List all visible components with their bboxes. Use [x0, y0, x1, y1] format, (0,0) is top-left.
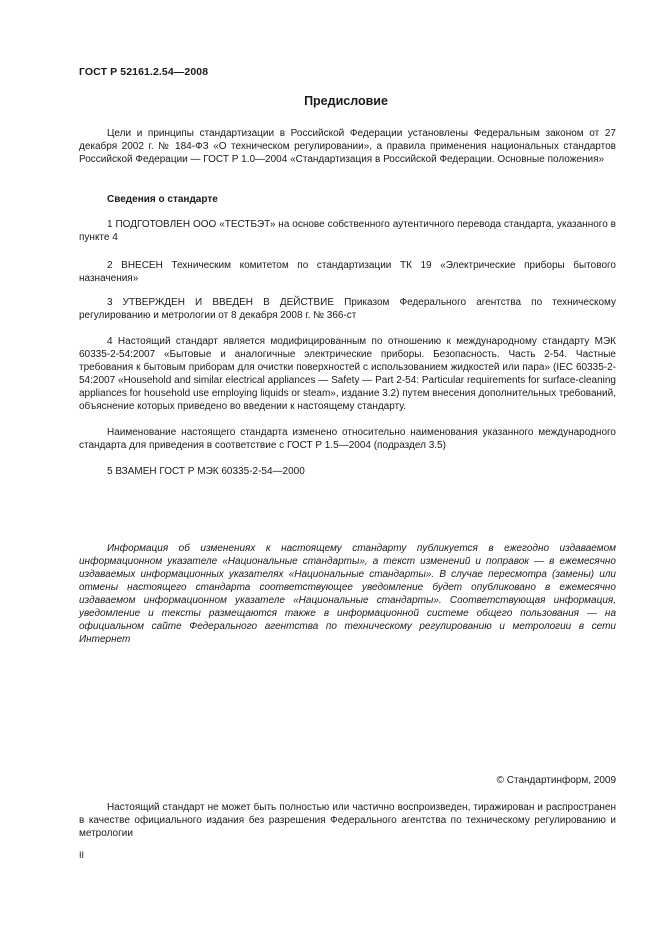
- page-title: Предисловие: [304, 94, 388, 108]
- changes-notice-paragraph: Информация об изменениях к настоящему стандарту публикуется в ежегодно издаваемом информационном указателе «Национальные стандарты», а текст изменений и поправок — в ежемесячно издаваемых информационных указателях «Национальные стандарты». В случае пересмотра (замены) или отмены настоящего стандарта соответствующее уведомление будет опубликовано в ежемесячно издаваемом информационном указателе «Национальные стандарты». Соответствующая информация, уведомление и тексты размещаются также в информационной системе общего пользования — на официальном сайте Федерального агентства по техническому регулированию и метрологии в сети Интернет: [79, 543, 616, 645]
- item-5-replaced: 5 ВЗАМЕН ГОСТ Р МЭК 60335-2-54—2000: [107, 466, 305, 477]
- standard-code-header: ГОСТ Р 52161.2.54—2008: [79, 66, 209, 78]
- item-3-approved: 3 УТВЕРЖДЕН И ВВЕДЕН В ДЕЙСТВИЕ Приказом Федерального агентства по техническому регулированию и метрологии от 8 декабря 2008 г. № 366-ст: [79, 297, 616, 321]
- item-4-name-note: Наименование настоящего стандарта изменено относительно наименования указанного международного стандарта для приведения в соответствие с ГОСТ Р 1.5—2004 (подраздел 3.5): [79, 427, 616, 451]
- copyright-line: © Стандартинформ, 2009: [496, 775, 616, 786]
- intro-paragraph: Цели и принципы стандартизации в Российской Федерации установлены Федеральным законом от 27 декабря 2002 г. № 184-ФЗ «О техническом регулировании», а правила применения национальных стандартов Российской Федерации — ГОСТ Р 1.0—2004 «Стандартизация в Российской Федерации. Основные положения»: [79, 128, 616, 165]
- subheading-standard-info: Сведения о стандарте: [107, 194, 218, 205]
- page-number: II: [79, 850, 85, 860]
- rights-paragraph: Настоящий стандарт не может быть полностью или частично воспроизведен, тиражирован и распространен в качестве официального издания без разрешения Федерального агентства по техническому регулированию и метрологии: [79, 802, 616, 839]
- item-1-prepared: 1 ПОДГОТОВЛЕН ООО «ТЕСТБЭТ» на основе собственного аутентичного перевода стандарта, указанного в пункте 4: [79, 219, 616, 243]
- item-4-modified: 4 Настоящий стандарт является модифицированным по отношению к международному стандарту МЭК 60335-2-54:2007 «Бытовые и аналогичные электрические приборы. Безопасность. Часть 2-54. Частные требования к бытовым приборам для очистки поверхностей с использованием жидкостей или пара» (IEC 60335-2-54:2007 «Household and similar electrical appliances — Safety — Part 2-54: Particular requirements for surface-cleaning appliances for household use employing liquids or steam», издание 3.2) путем внесения дополнительных требований, объяснение которых приведено во введении к настоящему стандарту.: [79, 336, 616, 412]
- item-2-introduced: 2 ВНЕСЕН Техническим комитетом по стандартизации ТК 19 «Электрические приборы бытового назначения»: [79, 260, 616, 284]
